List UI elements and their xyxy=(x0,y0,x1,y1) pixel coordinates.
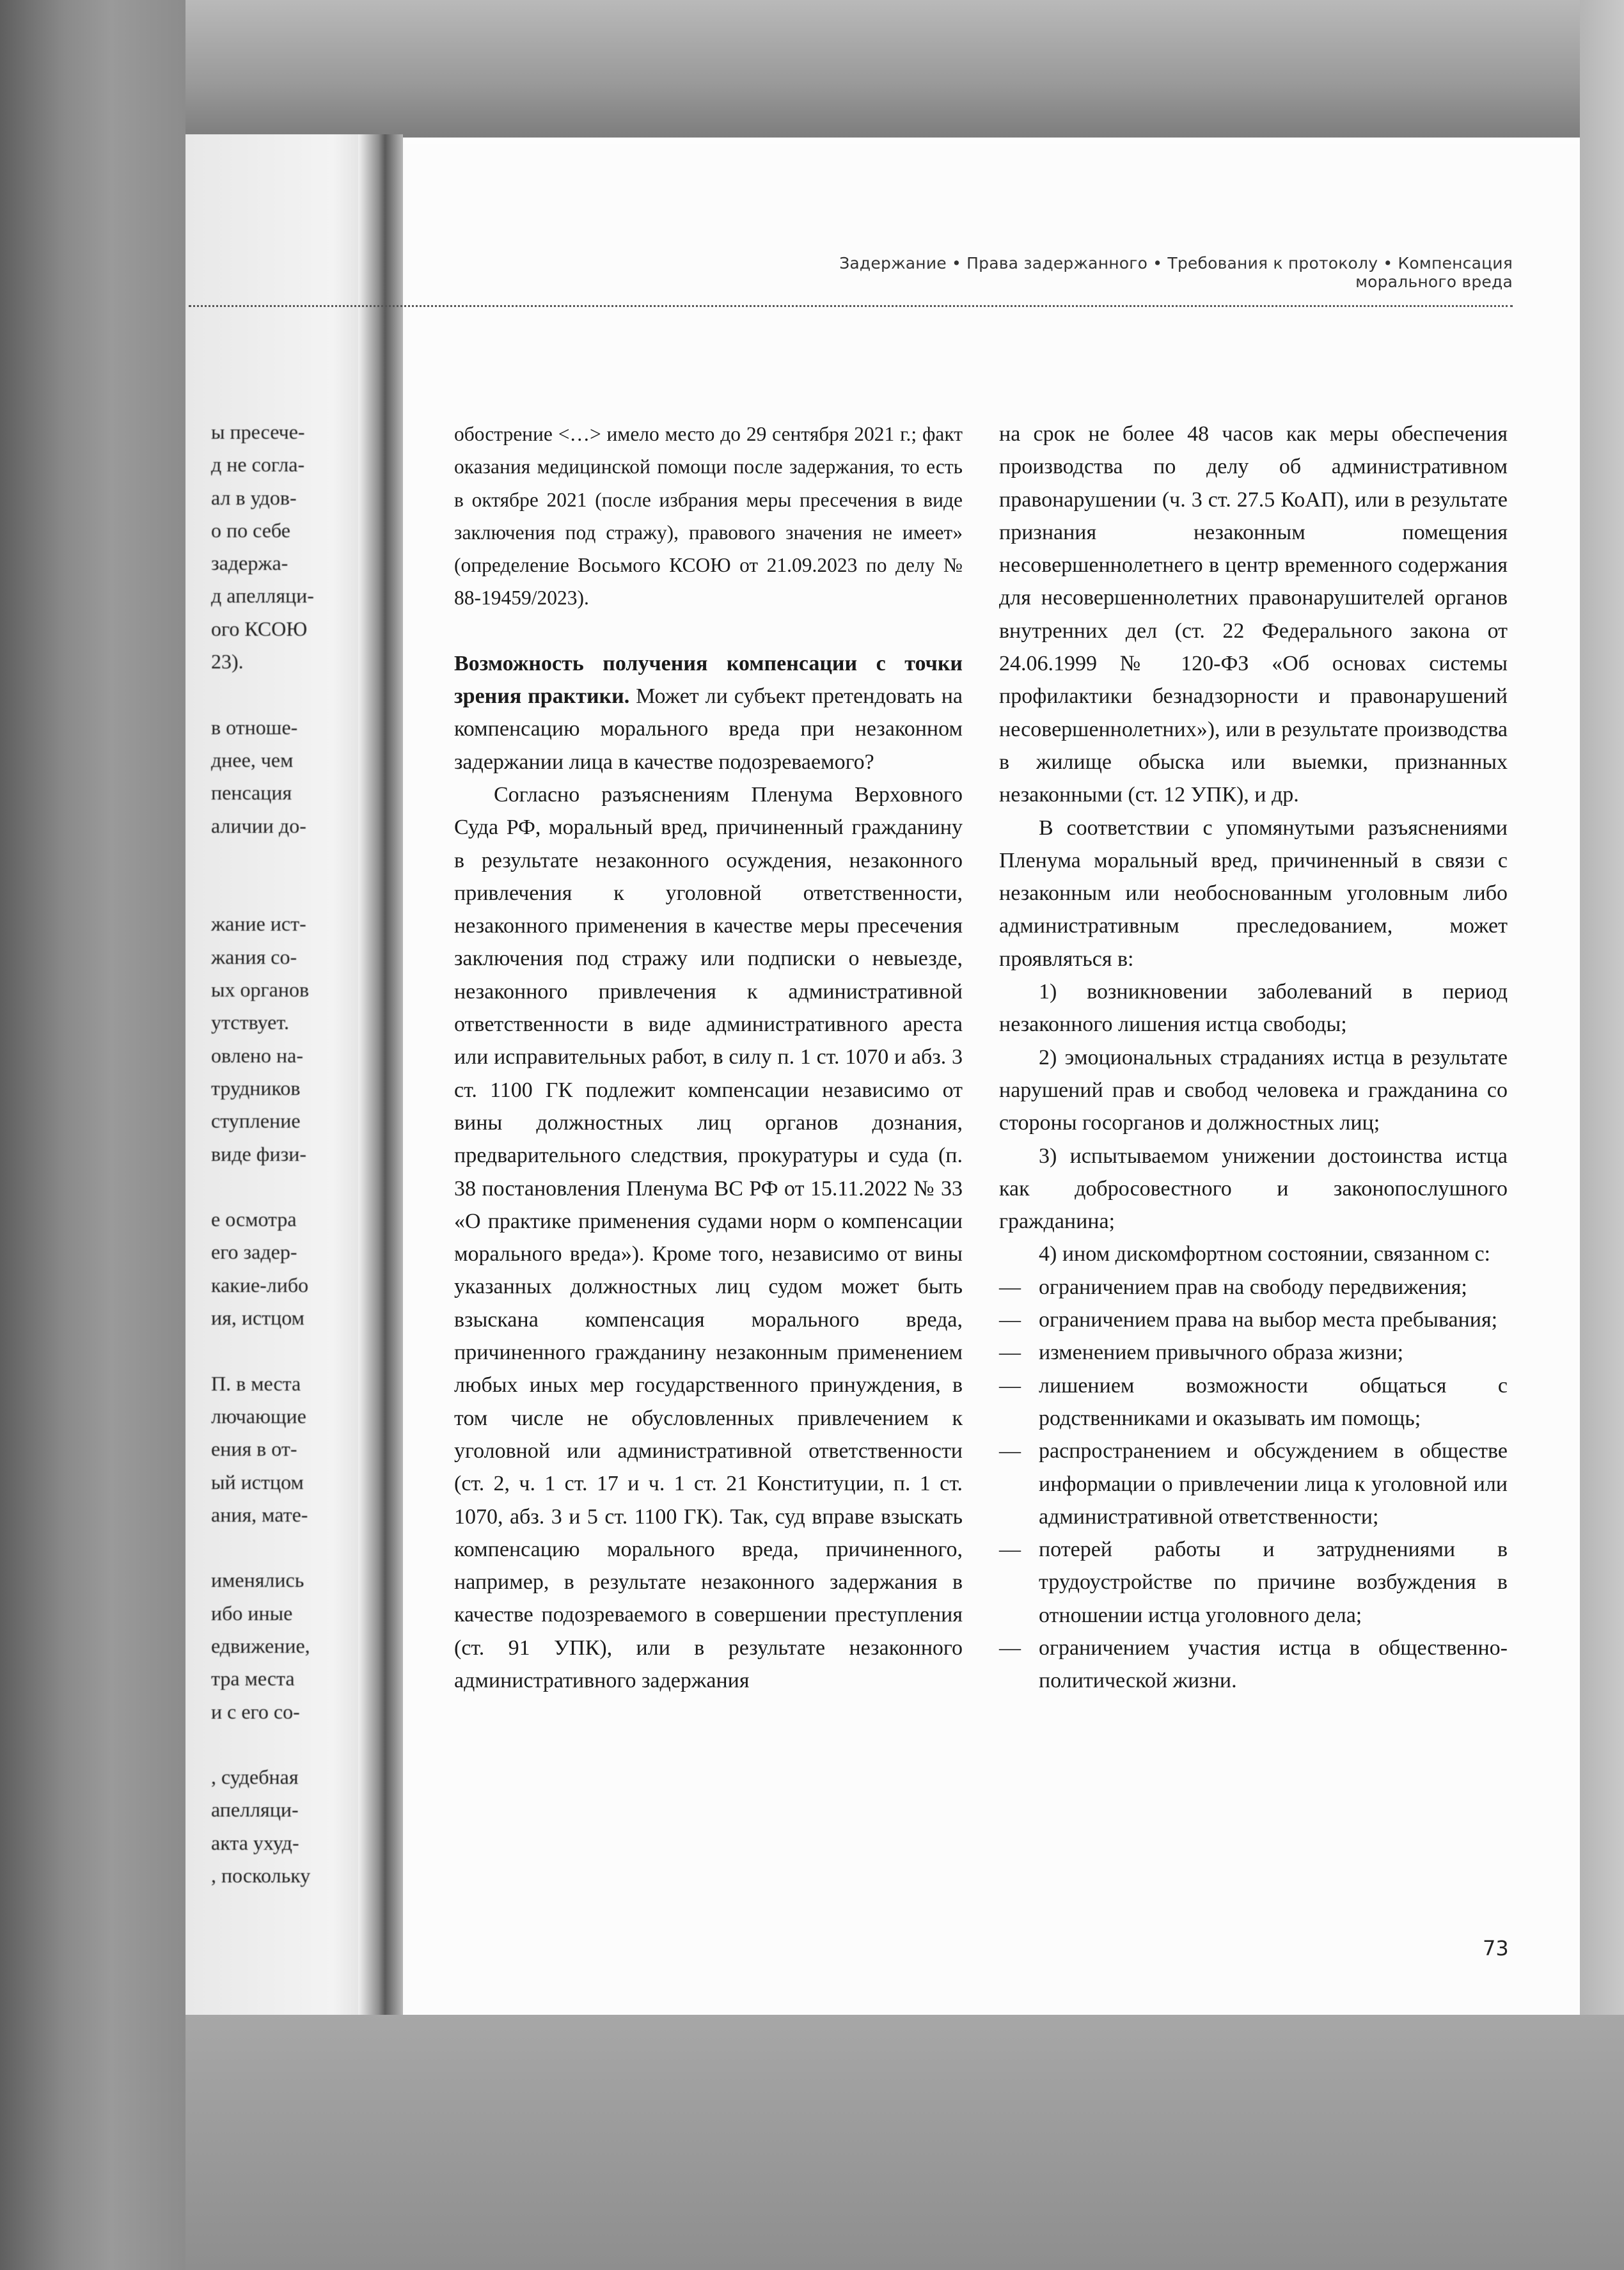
body-paragraph: Согласно разъяснениям Пленума Верховного Суда РФ, моральный вред, причиненный гражданину в результате незаконного осуждения, незаконного привлечения к уголовной ответственности, незаконного применения в качестве меры пресечения заключения под стражу или подписки о невыезде, незаконного привлечения к административной ответственности в виде административного ареста или исправительных работ, в силу п. 1 ст. 1070 и абз. 3 ст. 1100 ГК подлежит компенсации независимо от вины должностных лиц органов дознания, предварительного следствия, прокуратуры и суда (п. 38 постановления Пленума ВС РФ от 15.11.2022 № 33 «О практике применения судами норм о компенсации морального вреда»). Кроме того, независимо от вины указанных должностных лиц судом может быть взыскана компенсация морального вреда, причиненного гражданину незаконным применением любых иных мер государственного принуждения, в том числе не обусловленных привлечением к уголовной или административной ответственности (ст. 2, ч. 1 ст. 17 и ч. 1 ст. 21 Конституции, п. 1 ст. 1070, абз. 3 и 5 ст. 1100 ГК). Так, суд вправе взыскать компенсацию морального вреда, причиненного, например, в результате незаконного задержания в качестве подозреваемого в совершении преступления (ст. 91 УПК), или в результате незаконного административного задержания xyxy=(454,782,963,1692)
left-page-fragment-line xyxy=(211,678,365,711)
left-page-fragment-line: е осмотра xyxy=(211,1208,297,1231)
left-page-fragment-line: жания со- xyxy=(211,945,297,968)
scanner-shadow-bottom xyxy=(0,2015,1624,2270)
scanner-shadow-right xyxy=(1580,0,1624,2270)
left-page-fragment-line xyxy=(211,1531,365,1564)
numbered-item-3: 3) испытываемом унижении достоинства истца как добросовестного и законопослушного гражданина; xyxy=(999,1144,1508,1234)
left-page-fragment-line: жание ист- xyxy=(211,912,306,936)
header-divider xyxy=(189,305,1513,307)
quote-paragraph: обострение <…> имело место до 29 сентября 2021 г.; факт оказания медицинской помощи после задержания, то есть в октябре 2021 (после избрания меры пресечения в виде заключения под стражу), правового значения не имеет» (определение Восьмого КСОЮ от 21.09.2023 по делу № 88-19459/2023). xyxy=(454,423,963,610)
left-page-fragment-line: аличии до- xyxy=(211,814,306,837)
section-heading: Возможность получения компенсации с точки зрения практики. xyxy=(454,651,963,709)
left-page-fragment-line: пенсация xyxy=(211,781,292,805)
dash-list-item: — ограничением участия истца в общественно-политической жизни. xyxy=(999,1632,1508,1698)
text-column-1 xyxy=(454,418,963,1697)
left-page-fragment-line: именялись xyxy=(211,1568,304,1592)
dash-list-item: — изменением привычного образа жизни; xyxy=(999,1336,1508,1369)
scanner-shadow-left xyxy=(0,0,185,2270)
left-page-text-fragments xyxy=(211,416,365,1892)
left-page-fragment-line: овлено на- xyxy=(211,1043,303,1067)
left-page-fragment-line: д не согла- xyxy=(211,453,305,477)
left-page-fragment-line: днее, чем xyxy=(211,748,294,771)
left-page-fragment-line xyxy=(211,875,365,908)
dash-list xyxy=(999,1271,1508,1698)
dash-mark: — xyxy=(999,1373,1021,1398)
left-page-fragment-line: задержа- xyxy=(211,551,288,575)
text-column-2 xyxy=(999,418,1508,1698)
left-page-fragment-line: виде физи- xyxy=(211,1142,306,1165)
page-number: 73 xyxy=(1483,1936,1509,1960)
numbered-item-1: 1) возникновении заболеваний в период незаконного лишения истца свободы; xyxy=(999,980,1508,1037)
dash-mark: — xyxy=(999,1538,1021,1562)
section-paragraph xyxy=(454,647,963,778)
section-question: Может ли субъект претендовать на компенсацию морального вреда при незаконном задержании лица в качестве подозреваемого? xyxy=(454,684,963,774)
left-page-fragment-line: тра места xyxy=(211,1667,295,1691)
left-page-fragment-line: ый истцом xyxy=(211,1470,304,1494)
left-page-fragment-line: его задер- xyxy=(211,1240,297,1264)
dash-list-item: — потерей работы и затруднениями в трудоустройстве по причине возбуждения в отношении истца уголовного дела; xyxy=(999,1533,1508,1632)
dash-list-item: — распространением и обсуждением в обществе информации о привлечении лица к уголовной или административной ответственности; xyxy=(999,1435,1508,1533)
dash-mark: — xyxy=(999,1275,1021,1299)
scanner-shadow-top xyxy=(0,0,1624,138)
left-page-fragment-line: в отноше- xyxy=(211,715,298,739)
dash-list-item: — ограничением права на выбор места пребывания; xyxy=(999,1304,1508,1336)
left-page-fragment-line xyxy=(211,1728,365,1761)
book-gutter xyxy=(358,134,403,2015)
left-page-fragment-line: П. в места xyxy=(211,1371,301,1395)
left-page-fragment-line: утствует. xyxy=(211,1011,289,1034)
left-page-fragment-line xyxy=(211,1170,365,1203)
dash-mark: — xyxy=(999,1439,1021,1463)
left-page-fragment-line: апелляци- xyxy=(211,1798,299,1822)
left-page-fragment-line: ения в от- xyxy=(211,1437,297,1461)
dash-mark: — xyxy=(999,1308,1021,1332)
left-page-fragment-line xyxy=(211,1334,365,1367)
left-page-fragment-line: ступление xyxy=(211,1109,301,1133)
left-page-fragment-line: лючающие xyxy=(211,1404,306,1428)
numbered-item-4: 4) ином дискомфортном состоянии, связанном с: xyxy=(1039,1242,1490,1266)
running-header: Задержание • Права задержанного • Требования к протоколу • Компенсация морального вреда xyxy=(839,254,1513,291)
left-page-fragment-line: ы пресече- xyxy=(211,420,305,443)
left-page-fragment-line: , судебная xyxy=(211,1765,299,1789)
left-page-fragment-line: трудников xyxy=(211,1076,301,1100)
left-page-fragment-line: какие-либо xyxy=(211,1273,309,1297)
continuation-paragraph: на срок не более 48 часов как меры обеспечения производства по делу об административном правонарушении (ч. 3 ст. 27.5 КоАП), или в результате признания незаконным помещения несовершеннолетнего в центр временного содержания для несовершеннолетних правонарушителей органов внутренних дел (ст. 22 Федерального закона от 24.06.1999 № 120-ФЗ «Об основах системы профилактики безнадзорности и правонарушений несовершеннолетних»), или в результате производства в жилище обыска или выемки, признанных незаконными (ст. 12 УПК), и др. xyxy=(999,422,1508,807)
intro-paragraph: В соответствии с упомянутыми разъяснениями Пленума моральный вред, причиненный в связи с незаконным или необоснованным уголовным либо административным преследованием, может проявляться в: xyxy=(999,816,1508,971)
dash-mark: — xyxy=(999,1636,1021,1660)
dash-list-item: — ограничением прав на свободу передвижения; xyxy=(999,1271,1508,1304)
numbered-item-2: 2) эмоциональных страданиях истца в результате нарушений прав и свобод человека и гражданина со стороны госорганов и должностных лиц; xyxy=(999,1045,1508,1135)
left-page-fragment-line: и с его со- xyxy=(211,1699,300,1723)
left-page-fragment-line: ибо иные xyxy=(211,1601,293,1625)
left-page-fragment-line: ания, мате- xyxy=(211,1502,308,1526)
left-page-fragment-line: едвижение, xyxy=(211,1634,310,1657)
left-page-fragment-line: 23). xyxy=(211,650,244,674)
left-page-fragment-line: о по себе xyxy=(211,518,290,542)
left-page-fragment-line: , поскольку xyxy=(211,1864,311,1888)
left-page-fragment-line: ых органов xyxy=(211,978,310,1002)
left-page-fragment-line xyxy=(211,842,365,875)
left-page-fragment-line: ия, истцом xyxy=(211,1306,304,1330)
left-page-fragment-line: ал в удов- xyxy=(211,485,297,509)
left-page-fragment-line: ого КСОЮ xyxy=(211,617,308,640)
dash-mark: — xyxy=(999,1341,1021,1365)
left-page-fragment-line: акта ухуд- xyxy=(211,1831,299,1854)
left-page-fragment-line: д апелляци- xyxy=(211,584,314,608)
dash-list-item: — лишением возможности общаться с родственниками и оказывать им помощь; xyxy=(999,1369,1508,1435)
